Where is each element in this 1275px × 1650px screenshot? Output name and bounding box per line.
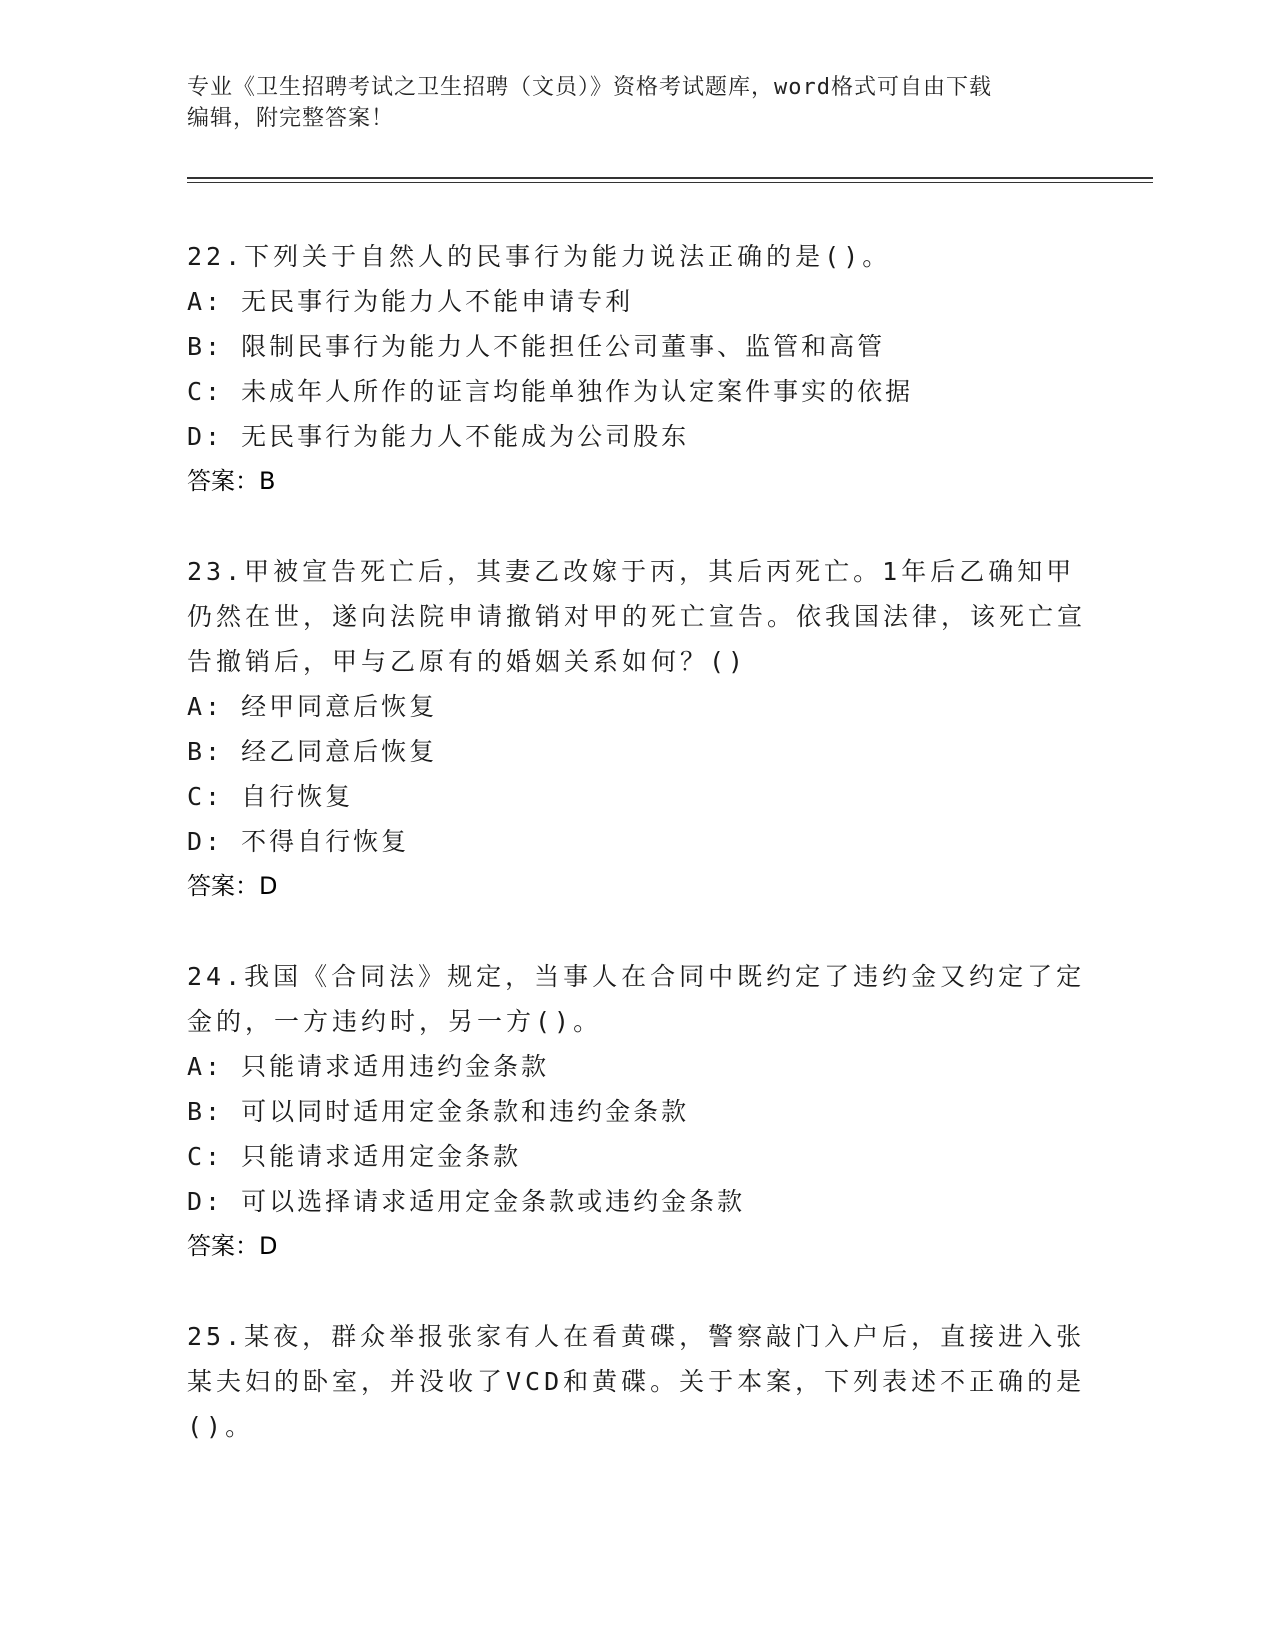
header-line-1: 专业《卫生招聘考试之卫生招聘（文员）》资格考试题库，word格式可自由下载 [187,75,992,100]
option-d: D: 可以选择请求适用定金条款或违约金条款 [187,1187,746,1216]
question-stem: 24.我国《合同法》规定，当事人在合同中既约定了违约金又约定了定金的，一方违约时，另一方()。 [187,962,1086,1036]
option-c: C: 未成年人所作的证言均能单独作为认定案件事实的依据 [187,377,914,406]
option-b: B: 可以同时适用定金条款和违约金条款 [187,1097,690,1126]
question-22 [187,234,1087,504]
option-d: D: 不得自行恢复 [187,827,410,856]
header-divider-thin [187,182,1153,183]
question-stem: 22.下列关于自然人的民事行为能力说法正确的是()。 [187,242,892,271]
answer-line: 答案：D [187,872,278,900]
option-a: A: 无民事行为能力人不能申请专利 [187,287,634,316]
header-line-2: 编辑，附完整答案！ [187,106,395,131]
answer-line: 答案：D [187,1232,278,1260]
question-stem: 23.甲被宣告死亡后，其妻乙改嫁于丙，其后丙死亡。1年后乙确知甲仍然在世，遂向法院申请撤销对甲的死亡宣告。依我国法律，该死亡宣告撤销后，甲与乙原有的婚姻关系如何？() [187,557,1087,676]
document-header [187,72,1067,134]
option-a: A: 经甲同意后恢复 [187,692,438,721]
option-c: C: 自行恢复 [187,782,354,811]
option-a: A: 只能请求适用违约金条款 [187,1052,550,1081]
option-c: C: 只能请求适用定金条款 [187,1142,522,1171]
question-24 [187,954,1087,1269]
header-divider-thick [187,177,1153,179]
option-b: B: 限制民事行为能力人不能担任公司董事、监管和高管 [187,332,886,361]
answer-line: 答案：B [187,467,276,495]
question-list [187,234,1087,1494]
question-stem: 25.某夜，群众举报张家有人在看黄碟，警察敲门入户后，直接进入张某夫妇的卧室，并没收了VCD和黄碟。关于本案，下列表述不正确的是()。 [187,1322,1086,1441]
question-25 [187,1314,1087,1449]
question-23 [187,549,1087,909]
option-d: D: 无民事行为能力人不能成为公司股东 [187,422,690,451]
option-b: B: 经乙同意后恢复 [187,737,438,766]
